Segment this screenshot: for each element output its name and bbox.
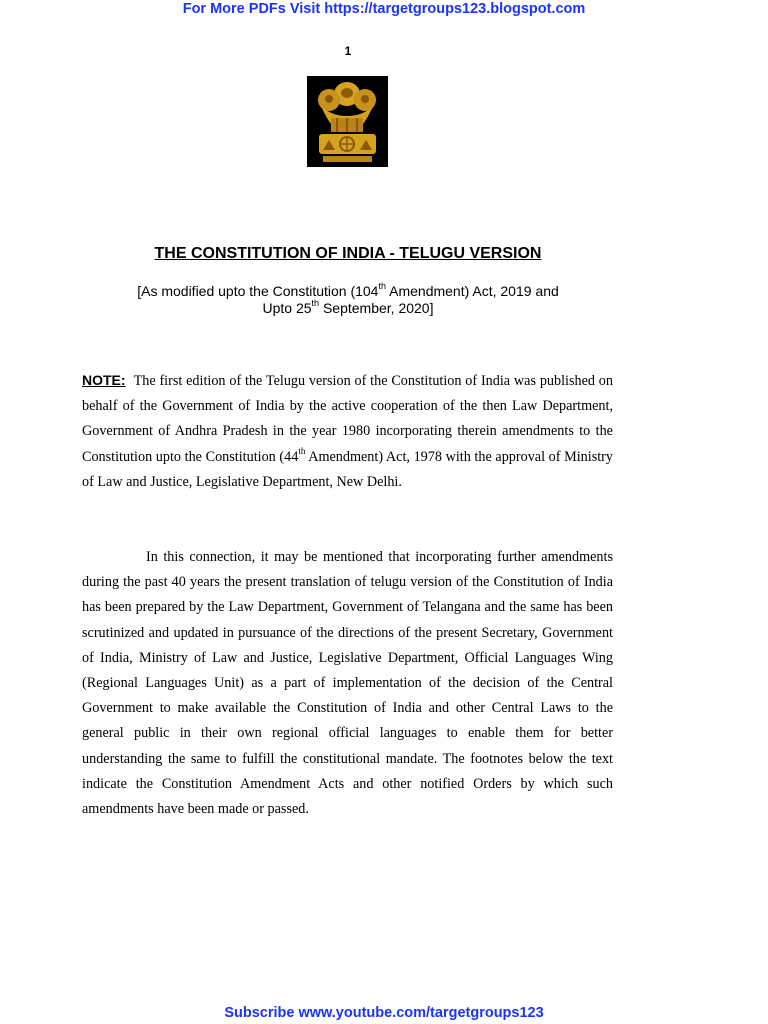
body-paragraph-text: In this connection, it may be mentioned that incorporating further amendments during the past 40 years the present translation of telugu version of the Constitution of India has been prepared by the Law Department, Government of Telangana and the same has been scrutinized and updated in pursuance of the directions of the present Secretary, Government of India, Ministry of Law and Justice, Legislative Department, Official Languages Wing (Regional Languages Unit) as a part of implementation of the decision of the Central Government to make available the Constitution of India and other Central Laws to the general public in their own regional official languages to enable them for better understanding the same to fulfill the constitutional mandate. The footnotes below the text indicate the Constitution Amendment Acts and other notified Orders by which such amendments have been made or passed. <box>82 549 613 818</box>
note-text: The first edition of the Telugu version of the Constitution of India was published on behalf of the Government of India by the active cooperation of the then Law Department, Government of Andhra Pradesh in the year 1980 incorporating therein amendments to the Constitution upto the Constitution (44 <box>82 373 613 465</box>
subtitle-line-1: [As modified upto the Constitution (104th Amendment) Act, 2019 and <box>137 281 559 299</box>
bottom-promo-link[interactable]: Subscribe www.youtube.com/targetgroups123 <box>224 1005 544 1021</box>
document-subtitle <box>0 283 696 317</box>
body-paragraph <box>82 545 613 822</box>
page-number: 1 <box>344 44 352 58</box>
note-label: NOTE: <box>82 372 126 388</box>
note-paragraph: NOTE: The first edition of the Telugu version of the Constitution of India was published on behalf of the Government of India by the active cooperation of the then Law Department, Government of Andhra Pradesh in the year 1980 incorporating therein amendments to the Constitution upto the Constitution (44th Amendment) Act, 1978 with the approval of Ministry of Law and Justice, Legislative Department, New Delhi. <box>82 372 613 490</box>
top-promo-link[interactable]: For More PDFs Visit https://targetgroups123.blogspot.com <box>182 1 586 17</box>
national-emblem-icon <box>307 76 388 167</box>
subtitle-line-2: Upto 25th September, 2020] <box>262 298 434 316</box>
document-title: THE CONSTITUTION OF INDIA - TELUGU VERSION <box>154 245 542 262</box>
